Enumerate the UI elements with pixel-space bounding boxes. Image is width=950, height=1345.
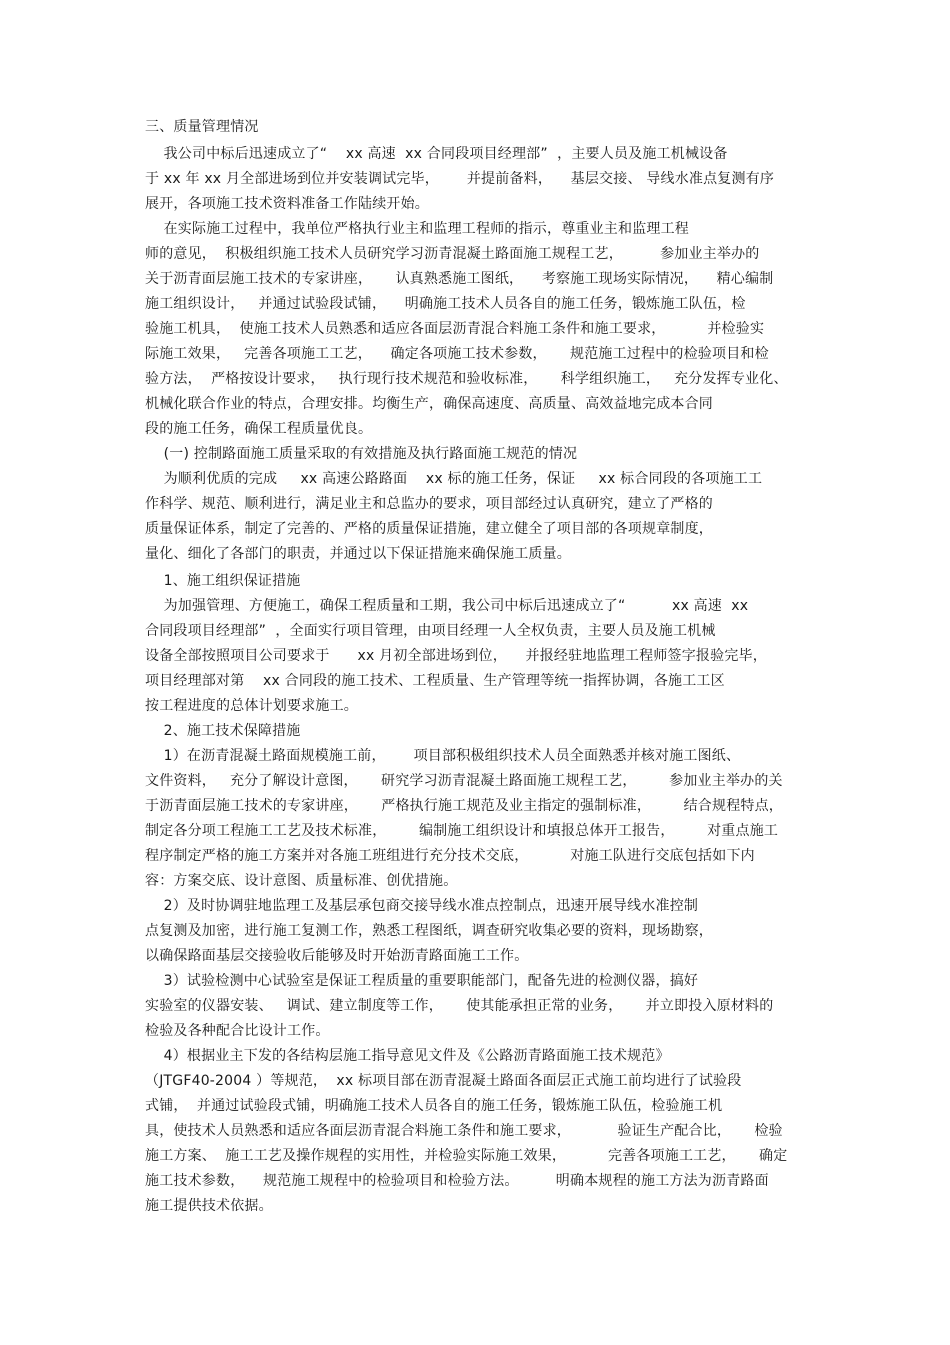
text-line: 量化、细化了各部门的职责，并通过以下保证措施来确保施工质量。 — [145, 546, 571, 562]
text-line: 4）根据业主下发的各结构层施工指导意见文件及《公路沥青路面施工技术规范》 — [145, 1048, 670, 1064]
text-line: 3）试验检测中心试验室是保证工程质量的重要职能部门，配备先进的检测仪器，搞好 — [145, 973, 699, 989]
text-line: 制定各分项工程施工工艺及技术标准， 编制施工组织设计和填报总体开工报告， 对重点施工 — [145, 823, 779, 839]
text-line: （JTGF40-2004 ）等规范， xx 标项目部在沥青混凝土路面各面层正式施工前均进行了试验段 — [145, 1073, 742, 1089]
text-line: 容：方案交底、设计意图、质量标准、创优措施。 — [145, 873, 458, 889]
text-line: 按工程进度的总体计划要求施工。 — [145, 698, 358, 714]
text-line: 检验及各种配合比设计工作。 — [145, 1023, 330, 1039]
text-line: 合同段项目经理部” ，全面实行项目管理，由项目经理一人全权负责，主要人员及施工机械 — [145, 623, 716, 639]
text-line: 设备全部按照项目公司要求于 xx 月初全部进场到位， 并报经驻地监理工程师签字报验完毕， — [145, 648, 767, 664]
text-line: 1）在沥青混凝土路面规模施工前， 项目部积极组织技术人员全面熟悉并核对施工图纸、 — [145, 748, 741, 764]
text-line: 文件资料， 充分了解设计意图， 研究学习沥青混凝土路面施工规程工艺， 参加业主举办的关 — [145, 773, 783, 789]
text-line: 程序制定严格的施工方案并对各施工班组进行充分技术交底， 对施工队进行交底包括如下内 — [145, 848, 755, 864]
text-line: 验施工机具， 使施工技术人员熟悉和适应各面层沥青混合料施工条件和施工要求， 并检验实 — [145, 321, 765, 337]
text-line: 机械化联合作业的特点，合理安排。均衡生产，确保高速度、高质量、高效益地完成本合同 — [145, 396, 713, 412]
text-line: 质量保证体系，制定了完善的、严格的质量保证措施，建立健全了项目部的各项规章制度， — [145, 521, 713, 537]
subsection-heading: 1、施工组织保证措施 — [145, 573, 301, 589]
text-line: 于沥青面层施工技术的专家讲座， 严格执行施工规范及业主指定的强制标准， 结合规程特点， — [145, 798, 783, 814]
text-line: 施工组织设计， 并通过试验段试铺， 明确施工技术人员各自的施工任务，锻炼施工队伍，检 — [145, 296, 746, 312]
text-line: 施工方案、 施工工艺及操作规程的实用性，并检验实际施工效果， 完善各项施工工艺， 确定 — [145, 1148, 788, 1164]
text-line: 具，使技术人员熟悉和适应各面层沥青混合料施工条件和施工要求， 验证生产配合比， 检验 — [145, 1123, 783, 1139]
text-line: 验方法， 严格按设计要求， 执行现行技术规范和验收标准， 科学组织施工， 充分发挥专业化、 — [145, 371, 788, 387]
text-line: 于 xx 年 xx 月全部进场到位并安装调试完毕， 并提前备料， 基层交接、 导线水准点复测有序 — [145, 171, 775, 187]
text-line: 我公司中标后迅速成立了“ xx 高速 xx 合同段项目经理部” ，主要人员及施工机械设备 — [145, 146, 728, 162]
text-line: 关于沥青面层施工技术的专家讲座， 认真熟悉施工图纸， 考察施工现场实际情况， 精心编制 — [145, 271, 774, 287]
text-line: 段的施工任务，确保工程质量优良。 — [145, 421, 373, 437]
text-line: 以确保路面基层交接验收后能够及时开始沥青路面施工工作。 — [145, 948, 529, 964]
section-heading: 三、质量管理情况 — [145, 119, 259, 135]
text-line: 项目经理部对第 xx 合同段的施工技术、工程质量、生产管理等统一指挥协调，各施工工区 — [145, 673, 725, 689]
text-line: 为加强管理、方便施工，确保工程质量和工期，我公司中标后迅速成立了“ xx 高速 xx — [145, 598, 749, 614]
text-line: 施工技术参数， 规范施工规程中的检验项目和检验方法。 明确本规程的施工方法为沥青路面 — [145, 1173, 769, 1189]
text-line: 展开，各项施工技术资料准备工作陆续开始。 — [145, 196, 429, 212]
text-line: 在实际施工过程中，我单位严格执行业主和监理工程师的指示，尊重业主和监理工程 — [145, 221, 689, 237]
text-line: 式铺， 并通过试验段式铺，明确施工技术人员各自的施工任务，锻炼施工队伍，检验施工机 — [145, 1098, 723, 1114]
text-line: 为顺利优质的完成 xx 高速公路路面 xx 标的施工任务，保证 xx 标合同段的各项施工工 — [145, 471, 763, 487]
text-line: 师的意见， 积极组织施工技术人员研究学习沥青混凝土路面施工规程工艺， 参加业主举办的 — [145, 246, 760, 262]
text-line: 点复测及加密，进行施工复测工作，熟悉工程图纸，调查研究收集必要的资料，现场勘察， — [145, 923, 713, 939]
text-line: 2）及时协调驻地监理工及基层承包商交接导线水准点控制点，迅速开展导线水准控制 — [145, 898, 699, 914]
subsection-heading: (一) 控制路面施工质量采取的有效措施及执行路面施工规范的情况 — [145, 446, 578, 462]
text-line: 作科学、规范、顺利进行，满足业主和总监办的要求，项目部经过认真研究，建立了严格的 — [145, 496, 713, 512]
text-line: 施工提供技术依据。 — [145, 1198, 273, 1214]
text-line: 实验室的仪器安装、 调试、建立制度等工作， 使其能承担正常的业务， 并立即投入原材料的 — [145, 998, 774, 1014]
text-line: 际施工效果， 完善各项施工工艺， 确定各项施工技术参数， 规范施工过程中的检验项目和检 — [145, 346, 769, 362]
subsection-heading: 2、施工技术保障措施 — [145, 723, 301, 739]
